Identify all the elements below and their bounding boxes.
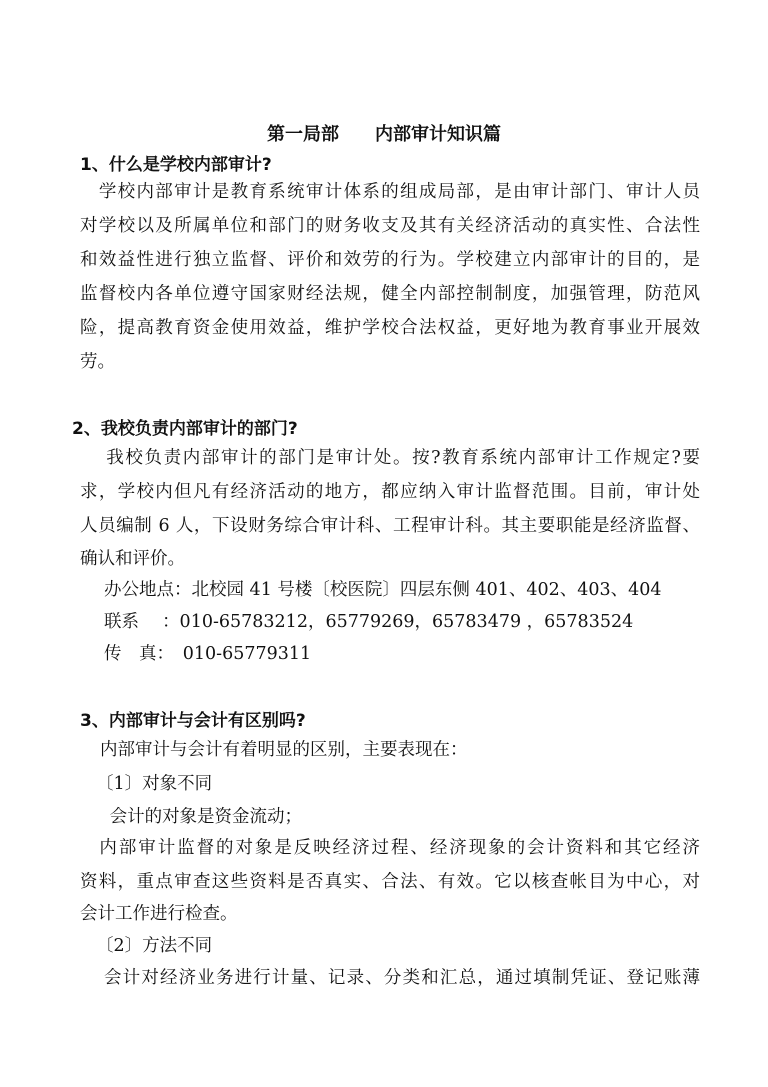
paragraph-line: 资料，重点审查这些资料是否真实、合法、有效。它以核查帐目为中心，对 [80, 872, 700, 892]
fax-number: 传 真： 010-65779311 [104, 644, 312, 664]
list-item: 〔1〕对象不同 [96, 774, 213, 794]
paragraph-line: 我校负责内部审计的部门是审计处。按?教育系统内部审计工作规定?要 [80, 448, 700, 468]
office-address: 办公地点：北校园 41 号楼〔校医院〕四层东侧 401、402、403、404 [104, 580, 662, 600]
paragraph-line: 内部审计监督的对象是反映经济过程、经济现象的会计资料和其它经济 [80, 838, 700, 858]
paragraph-line: 确认和评价。 [80, 549, 185, 569]
section-1-heading: 1、什么是学校内部审计? [80, 155, 272, 175]
paragraph-line: 险，提高教育资金使用效益，维护学校合法权益，更好地为教育事业开展效 [80, 318, 700, 338]
paragraph-line: 学校内部审计是教育系统审计体系的组成局部，是由审计部门、审计人员 [80, 182, 700, 202]
paragraph-line: 和效益性进行独立监督、评价和效劳的行为。学校建立内部审计的目的，是 [80, 250, 700, 270]
paragraph-line: 会计对经济业务进行计量、记录、分类和汇总，通过填制凭证、登记账薄 [104, 968, 700, 988]
paragraph-line: 对学校以及所属单位和部门的财务收支及其有关经济活动的真实性、合法性 [80, 216, 700, 236]
paragraph-line: 会计工作进行检查。 [80, 904, 238, 924]
paragraph-line: 人员编制 6 人，下设财务综合审计科、工程审计科。其主要职能是经济监督、 [80, 516, 700, 536]
paragraph-line: 会计的对象是资金流动； [104, 807, 303, 827]
contact-phone: 联系 ：010-65783212，65779269，65783479 ，65783524 [104, 612, 634, 632]
paragraph-line: 求，学校内但凡有经济活动的地方，都应纳入审计监督范围。目前，审计处 [80, 482, 700, 502]
paragraph-line: 劳。 [80, 352, 115, 372]
paragraph-line: 监督校内各单位遵守国家财经法规，健全内部控制制度，加强管理，防范风 [80, 284, 700, 304]
section-2-heading: 2、我校负责内部审计的部门? [72, 419, 298, 439]
section-3-heading: 3、内部审计与会计有区别吗? [80, 711, 306, 731]
list-item: 〔2〕方法不同 [96, 936, 213, 956]
page-title: 第一局部 内部审计知识篇 [267, 124, 501, 145]
paragraph-line: 内部审计与会计有着明显的区别，主要表现在： [100, 740, 468, 760]
